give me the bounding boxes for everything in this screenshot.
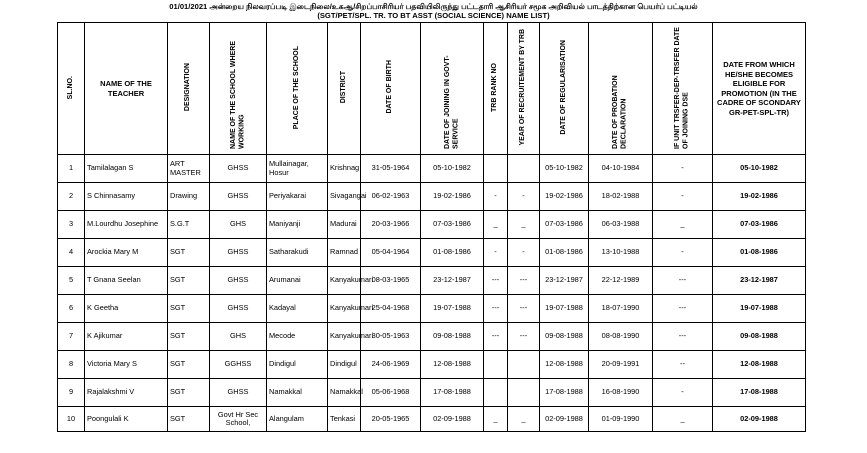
cell-trb-year xyxy=(508,379,540,407)
cell-doj: 23-12-1987 xyxy=(421,267,484,295)
cell-place: Maniyanji xyxy=(267,211,328,239)
cell-eligible-date: 17-08-1988 xyxy=(713,379,806,407)
cell-place: Mullainagar, Hosur xyxy=(267,155,328,183)
table-row xyxy=(58,323,806,351)
cell-regularisation: 07-03-1986 xyxy=(540,211,589,239)
title-line-english: (SGT/PET/SPL. TR. TO BT ASST (SOCIAL SCIENCE) NAME LIST) xyxy=(317,11,550,20)
cell-transfer: --- xyxy=(653,267,713,295)
cell-trb-rank xyxy=(484,379,508,407)
cell-dob: 05-04-1964 xyxy=(361,239,421,267)
cell-regularisation: 09-08-1988 xyxy=(540,323,589,351)
cell-doj: 07-03-1986 xyxy=(421,211,484,239)
cell-place: Periyakarai xyxy=(267,183,328,211)
table-row xyxy=(58,295,806,323)
col-header-probation: DATE OF PROBATION DECLARATION xyxy=(589,23,653,155)
cell-eligible-date: 19-07-1988 xyxy=(713,295,806,323)
col-header-transfer: IF UNIT TRSFER-DEP-TRSFER DATE OF JOINING DSE xyxy=(653,23,713,155)
col-header-trb-year: YEAR OF RECRUITEMENT BY TRB xyxy=(508,23,540,155)
teacher-list-table xyxy=(57,22,806,432)
cell-eligible-date: 12-08-1988 xyxy=(713,351,806,379)
cell-probation: 18-07-1990 xyxy=(589,295,653,323)
cell-dob: 05-06-1968 xyxy=(361,379,421,407)
cell-transfer: _ xyxy=(653,211,713,239)
cell-probation: 04-10-1984 xyxy=(589,155,653,183)
cell-eligible-date: 19-02-1986 xyxy=(713,183,806,211)
cell-designation: S.G.T xyxy=(168,211,210,239)
cell-trb-year: - xyxy=(508,183,540,211)
cell-school: GHSS xyxy=(210,183,267,211)
cell-trb-year: --- xyxy=(508,323,540,351)
col-header-eligible-date: DATE FROM WHICH HE/SHE BECOMES ELIGIBLE FOR PROMOTION (IN THE CADRE OF SCONDARY GR-PET-SPL-TR) xyxy=(713,23,806,155)
cell-district: Krishnag xyxy=(328,155,361,183)
cell-name: Victoria Mary S xyxy=(85,351,168,379)
cell-trb-rank xyxy=(484,155,508,183)
cell-trb-year: --- xyxy=(508,295,540,323)
cell-dob: 25-04-1968 xyxy=(361,295,421,323)
col-header-name: NAME OF THE TEACHER xyxy=(85,23,168,155)
cell-probation: 13-10-1988 xyxy=(589,239,653,267)
cell-district: Sivagangai xyxy=(328,183,361,211)
cell-transfer: --- xyxy=(653,295,713,323)
cell-place: Satharakudi xyxy=(267,239,328,267)
cell-probation: 06-03-1988 xyxy=(589,211,653,239)
cell-school: GHS xyxy=(210,323,267,351)
cell-slno: 2 xyxy=(58,183,85,211)
cell-transfer: - xyxy=(653,183,713,211)
cell-designation: SGT xyxy=(168,267,210,295)
table-row xyxy=(58,211,806,239)
cell-slno: 6 xyxy=(58,295,85,323)
table-row xyxy=(58,239,806,267)
cell-slno: 9 xyxy=(58,379,85,407)
cell-place: Arumanai xyxy=(267,267,328,295)
cell-transfer: _ xyxy=(653,407,713,432)
cell-doj: 01-08-1986 xyxy=(421,239,484,267)
cell-designation: Drawing xyxy=(168,183,210,211)
cell-dob: 20-05-1965 xyxy=(361,407,421,432)
cell-school: Govt Hr Sec School, xyxy=(210,407,267,432)
cell-place: Namakkal xyxy=(267,379,328,407)
cell-eligible-date: 02-09-1988 xyxy=(713,407,806,432)
cell-regularisation: 19-02-1986 xyxy=(540,183,589,211)
cell-probation: 20-09-1991 xyxy=(589,351,653,379)
col-header-slno: SL.NO. xyxy=(58,23,85,155)
cell-trb-rank: --- xyxy=(484,267,508,295)
cell-slno: 5 xyxy=(58,267,85,295)
cell-name: M.Lourdhu Josephine xyxy=(85,211,168,239)
cell-doj: 05-10-1982 xyxy=(421,155,484,183)
cell-trb-year: _ xyxy=(508,211,540,239)
cell-slno: 7 xyxy=(58,323,85,351)
cell-regularisation: 23-12-1987 xyxy=(540,267,589,295)
cell-regularisation: 05-10-1982 xyxy=(540,155,589,183)
cell-place: Dindigul xyxy=(267,351,328,379)
cell-name: Poongulali K xyxy=(85,407,168,432)
cell-district: Kanyakumari xyxy=(328,295,361,323)
cell-school: GHSS xyxy=(210,295,267,323)
cell-dob: 31-05-1964 xyxy=(361,155,421,183)
table-row xyxy=(58,351,806,379)
col-header-doj: DATE OF JOINING IN GOVT-SERVICE xyxy=(421,23,484,155)
cell-district: Dindigul xyxy=(328,351,361,379)
cell-name: Arockia Mary M xyxy=(85,239,168,267)
cell-place: Mecode xyxy=(267,323,328,351)
cell-trb-year xyxy=(508,351,540,379)
cell-transfer: - xyxy=(653,155,713,183)
cell-trb-rank xyxy=(484,351,508,379)
cell-trb-rank: --- xyxy=(484,295,508,323)
cell-eligible-date: 05-10-1982 xyxy=(713,155,806,183)
cell-doj: 17-08-1988 xyxy=(421,379,484,407)
cell-eligible-date: 09-08-1988 xyxy=(713,323,806,351)
cell-regularisation: 01-08-1986 xyxy=(540,239,589,267)
cell-district: Namakkal xyxy=(328,379,361,407)
cell-designation: SGT xyxy=(168,323,210,351)
cell-trb-rank: - xyxy=(484,183,508,211)
col-header-dob: DATE OF BIRTH xyxy=(361,23,421,155)
cell-district: Kanyakumari xyxy=(328,323,361,351)
col-header-place: PLACE OF THE SCHOOL xyxy=(267,23,328,155)
cell-dob: 30-05-1963 xyxy=(361,323,421,351)
cell-place: Kadayal xyxy=(267,295,328,323)
cell-school: GHSS xyxy=(210,379,267,407)
cell-probation: 16-08-1990 xyxy=(589,379,653,407)
table-row xyxy=(58,183,806,211)
cell-transfer: --- xyxy=(653,323,713,351)
cell-district: Kanyakumari xyxy=(328,267,361,295)
cell-slno: 10 xyxy=(58,407,85,432)
cell-district: Tenkasi xyxy=(328,407,361,432)
cell-school: GHS xyxy=(210,211,267,239)
cell-probation: 08-08-1990 xyxy=(589,323,653,351)
cell-trb-year: _ xyxy=(508,407,540,432)
cell-trb-rank: - xyxy=(484,239,508,267)
cell-designation: SGT xyxy=(168,239,210,267)
cell-school: GHSS xyxy=(210,239,267,267)
cell-dob: 06-02-1963 xyxy=(361,183,421,211)
cell-district: Madurai xyxy=(328,211,361,239)
cell-name: S Chinnasamy xyxy=(85,183,168,211)
cell-school: GGHSS xyxy=(210,351,267,379)
col-header-regularisation: DATE OF REGULARISATION xyxy=(540,23,589,155)
document-title xyxy=(0,2,867,20)
cell-doj: 19-07-1988 xyxy=(421,295,484,323)
cell-trb-rank: --- xyxy=(484,323,508,351)
cell-transfer: - xyxy=(653,379,713,407)
cell-trb-rank: _ xyxy=(484,211,508,239)
cell-slno: 1 xyxy=(58,155,85,183)
title-line-tamil: 01/01/2021 அன்றைய நிலவரப்படி இடைநிலை/உகஆ/சிறப்பாசிரியர் பதவியிலிருந்து பட்டதாரி ஆசிரியர் சமூக அறிவியல் பாடத்திற்கான பெயர்ப் பட்டியல் xyxy=(169,2,698,11)
cell-trb-year: - xyxy=(508,239,540,267)
cell-school: GHSS xyxy=(210,155,267,183)
cell-doj: 09-08-1988 xyxy=(421,323,484,351)
cell-regularisation: 02-09-1988 xyxy=(540,407,589,432)
cell-trb-year: --- xyxy=(508,267,540,295)
cell-probation: 22-12-1989 xyxy=(589,267,653,295)
table-row xyxy=(58,407,806,432)
cell-doj: 02-09-1988 xyxy=(421,407,484,432)
cell-name: K Ajikumar xyxy=(85,323,168,351)
cell-doj: 19-02-1986 xyxy=(421,183,484,211)
cell-eligible-date: 01-08-1986 xyxy=(713,239,806,267)
cell-dob: 20-03-1966 xyxy=(361,211,421,239)
cell-designation: SGT xyxy=(168,379,210,407)
cell-designation: SGT xyxy=(168,295,210,323)
cell-dob: 08-03-1965 xyxy=(361,267,421,295)
col-header-district: DISTRICT xyxy=(328,23,361,155)
cell-name: K Geetha xyxy=(85,295,168,323)
col-header-designation: DESIGNATION xyxy=(168,23,210,155)
cell-designation: SGT xyxy=(168,351,210,379)
cell-slno: 4 xyxy=(58,239,85,267)
cell-regularisation: 12-08-1988 xyxy=(540,351,589,379)
cell-name: T Gnana Seelan xyxy=(85,267,168,295)
table-row xyxy=(58,379,806,407)
table-row xyxy=(58,155,806,183)
cell-place: Alangulam xyxy=(267,407,328,432)
cell-transfer: -- xyxy=(653,351,713,379)
cell-slno: 3 xyxy=(58,211,85,239)
cell-probation: 18-02-1988 xyxy=(589,183,653,211)
col-header-trb-rank: TRB RANK NO xyxy=(484,23,508,155)
cell-eligible-date: 23-12-1987 xyxy=(713,267,806,295)
cell-slno: 8 xyxy=(58,351,85,379)
table-row xyxy=(58,267,806,295)
cell-trb-year xyxy=(508,155,540,183)
cell-eligible-date: 07-03-1986 xyxy=(713,211,806,239)
col-header-school: NAME OF THE SCHOOL WHERE WORKING xyxy=(210,23,267,155)
cell-designation: SGT xyxy=(168,407,210,432)
cell-regularisation: 17-08-1988 xyxy=(540,379,589,407)
cell-transfer: - xyxy=(653,239,713,267)
cell-name: Tamilalagan S xyxy=(85,155,168,183)
cell-designation: ART MASTER xyxy=(168,155,210,183)
cell-dob: 24-06-1969 xyxy=(361,351,421,379)
cell-school: GHSS xyxy=(210,267,267,295)
cell-regularisation: 19-07-1988 xyxy=(540,295,589,323)
cell-trb-rank: _ xyxy=(484,407,508,432)
cell-district: Ramnad xyxy=(328,239,361,267)
header-row xyxy=(58,23,806,155)
cell-doj: 12-08-1988 xyxy=(421,351,484,379)
cell-probation: 01-09-1990 xyxy=(589,407,653,432)
cell-name: Rajalakshmi V xyxy=(85,379,168,407)
